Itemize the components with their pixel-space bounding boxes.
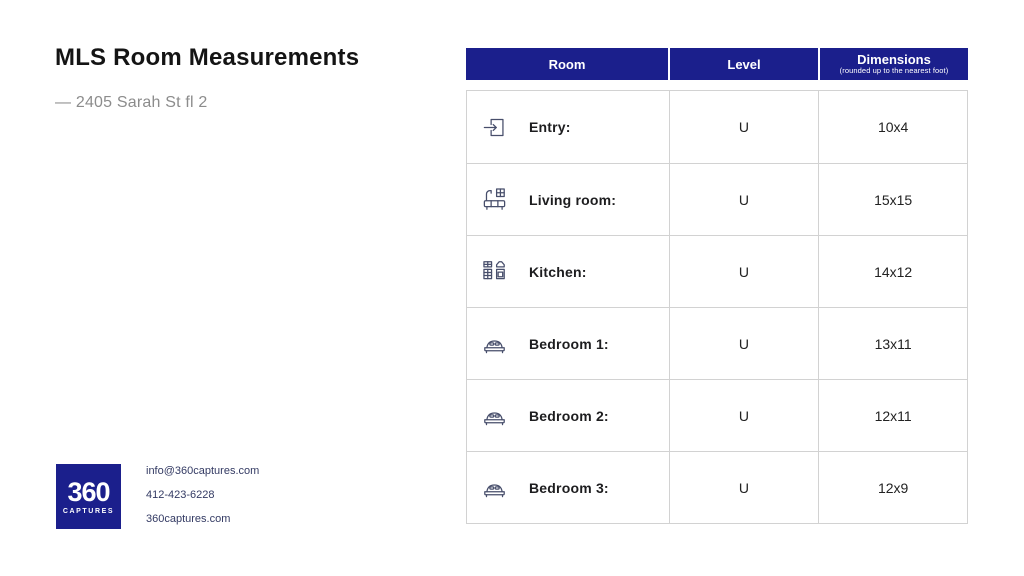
room-name: Entry:: [529, 119, 571, 135]
table-header-row: [466, 48, 968, 80]
room-cell: [467, 236, 669, 307]
dimensions-cell: 14x12: [818, 236, 967, 307]
table-row-bedroom-2: [467, 379, 967, 451]
room-name: Bedroom 3:: [529, 479, 609, 496]
table-row-bedroom-1: [467, 307, 967, 379]
property-address: — 2405 Sarah St fl 2: [55, 94, 208, 111]
room-name: Bedroom 1:: [529, 335, 609, 352]
contact-email: info@360captures.com: [146, 465, 260, 477]
column-header-room: Room: [548, 56, 586, 72]
dimensions-cell: 13x11: [818, 308, 967, 379]
room-name: Bedroom 2:: [529, 407, 609, 424]
contact-website: 360captures.com: [146, 513, 231, 525]
column-header-dimensions-note: (rounded up to the nearest foot): [839, 66, 949, 76]
room-cell: [467, 308, 669, 379]
table-row-kitchen: [467, 235, 967, 307]
room-cell: [467, 380, 669, 451]
column-header-level: Level: [668, 48, 818, 80]
bed-icon: [481, 474, 508, 501]
column-header-dimensions: [818, 48, 968, 80]
table-row-entry: [467, 91, 967, 163]
dimensions-cell: 12x9: [818, 452, 967, 523]
level-cell: U: [669, 452, 819, 523]
table-row-bedroom-3: [467, 451, 967, 523]
level-cell: U: [669, 236, 819, 307]
room-cell: [467, 164, 669, 235]
logo-captures-text: CAPTURES: [62, 507, 115, 515]
room-name: Living room:: [529, 191, 617, 208]
kitchen-cabinets-icon: [481, 258, 508, 285]
room-cell: [467, 91, 669, 163]
room-name: Kitchen:: [529, 263, 587, 280]
dimensions-cell: 12x11: [818, 380, 967, 451]
bed-icon: [481, 330, 508, 357]
level-cell: U: [669, 380, 819, 451]
level-cell: U: [669, 91, 819, 163]
sofa-icon: [481, 186, 508, 213]
table-body: [466, 90, 968, 524]
contact-info: [146, 466, 259, 525]
logo-360-text: 360: [67, 476, 110, 507]
room-cell: [467, 452, 669, 523]
bed-icon: [481, 402, 508, 429]
contact-phone: 412-423-6228: [146, 489, 215, 501]
page-title: MLS Room Measurements: [55, 44, 360, 71]
dimensions-cell: 10x4: [818, 91, 967, 163]
level-cell: U: [669, 308, 819, 379]
company-logo: [56, 464, 121, 529]
column-header-dimensions-label: Dimensions: [857, 51, 931, 67]
entry-door-icon: [481, 114, 508, 141]
dimensions-cell: 15x15: [818, 164, 967, 235]
room-measurements-table: [466, 48, 968, 524]
table-row-living-room: [467, 163, 967, 235]
level-cell: U: [669, 164, 819, 235]
